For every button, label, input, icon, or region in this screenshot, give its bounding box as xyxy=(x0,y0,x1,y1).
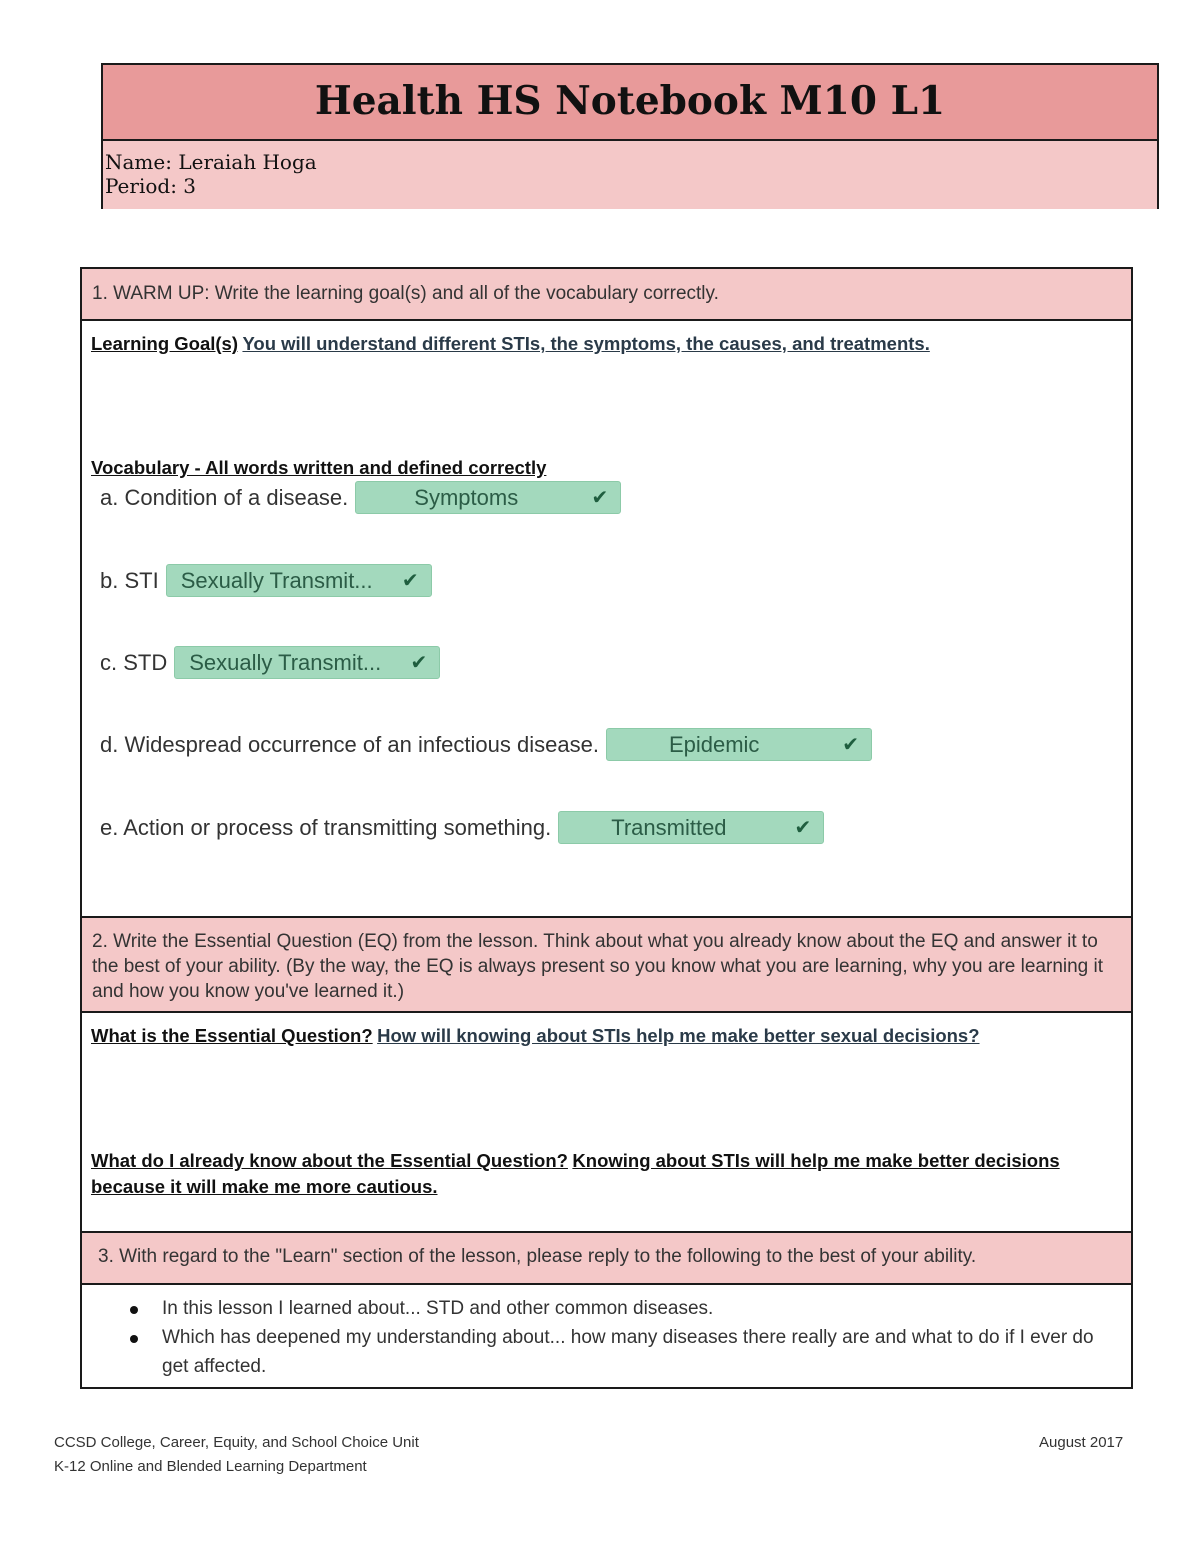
student-info xyxy=(103,141,1157,209)
notebook-table xyxy=(80,267,1133,1389)
vocab-answer: Symptoms xyxy=(414,484,519,510)
list-item: In this lesson I learned about... STD and other common diseases. xyxy=(82,1294,1131,1323)
vocab-answer-dropdown[interactable] xyxy=(355,481,621,514)
footer-line-1: CCSD College, Career, Equity, and School Choice Unit xyxy=(54,1434,419,1451)
vocab-prompt: d. Widespread occurrence of an infectious disease. xyxy=(100,731,599,757)
eq-answer: How will knowing about STIs help me make better sexual decisions? xyxy=(377,1025,980,1046)
check-icon: ✔ xyxy=(591,487,609,509)
warmup-prompt: 1. WARM UP: Write the learning goal(s) and all of the vocabulary correctly. xyxy=(92,283,719,304)
know-answer: Knowing about STIs will help me make better decisions because it will make me more cautious. xyxy=(91,1150,1060,1197)
vocab-answer-dropdown[interactable] xyxy=(166,564,432,597)
student-name: Name: Leraiah Hoga xyxy=(105,150,317,174)
prior-knowledge xyxy=(91,1149,1121,1201)
eq-body xyxy=(82,1013,1131,1233)
vocab-prompt: a. Condition of a disease. xyxy=(100,484,349,510)
check-icon: ✔ xyxy=(401,570,419,592)
vocabulary-label: Vocabulary - All words written and defined correctly xyxy=(91,457,547,478)
bullet-icon xyxy=(130,1306,138,1314)
check-icon: ✔ xyxy=(410,652,428,674)
vocab-item-a xyxy=(100,481,621,514)
footer-line-2: K-12 Online and Blended Learning Department xyxy=(54,1458,367,1475)
learning-goal-label: Learning Goal(s) xyxy=(91,333,238,354)
vocab-item-e xyxy=(100,811,824,844)
vocab-prompt: e. Action or process of transmitting something. xyxy=(100,814,552,840)
student-period: Period: 3 xyxy=(105,174,197,198)
eq-label: What is the Essential Question? xyxy=(91,1025,373,1046)
vocab-answer-dropdown[interactable] xyxy=(558,811,824,844)
page-title: Health HS Notebook M10 L1 xyxy=(103,65,1157,141)
learn-bullet-list xyxy=(82,1294,1131,1381)
vocab-answer-dropdown[interactable] xyxy=(606,728,872,761)
learn-prompt-row xyxy=(82,1233,1131,1285)
vocab-answer-dropdown[interactable] xyxy=(174,646,440,679)
warmup-prompt-row xyxy=(82,269,1131,321)
eq-prompt: 2. Write the Essential Question (EQ) from the lesson. Think about what you already know about the EQ and answer it to the best of your ability. (By the way, the EQ is always present so you know what you are learning, why you are learning it and how you know you've learned it.) xyxy=(92,931,1104,1002)
notebook-header xyxy=(101,63,1159,209)
learn-prompt: 3. With regard to the "Learn" section of the lesson, please reply to the following to the best of your ability. xyxy=(98,1246,977,1267)
learning-goal xyxy=(91,333,930,355)
learning-goal-answer: You will understand different STIs, the symptoms, the causes, and treatments. xyxy=(242,333,930,354)
eq-prompt-row xyxy=(82,918,1131,1013)
vocab-prompt: b. STI xyxy=(100,567,159,593)
vocab-prompt: c. STD xyxy=(100,649,168,675)
footer-date: August 2017 xyxy=(1039,1434,1124,1451)
know-label: What do I already know about the Essential Question? xyxy=(91,1150,568,1171)
essential-question xyxy=(91,1025,1121,1047)
check-icon: ✔ xyxy=(842,734,859,756)
vocab-item-c xyxy=(100,646,440,679)
vocab-answer: Transmitted xyxy=(611,814,727,840)
vocab-answer: Epidemic xyxy=(668,731,760,757)
list-item: Which has deepened my understanding about... how many diseases there really are and what to do if I ever do get affected. xyxy=(82,1323,1131,1381)
bullet-icon xyxy=(130,1335,138,1343)
warmup-body xyxy=(82,321,1131,918)
vocab-item-b xyxy=(100,564,432,597)
learn-body xyxy=(82,1285,1131,1389)
check-icon: ✔ xyxy=(794,817,812,839)
vocab-item-d xyxy=(100,728,872,761)
vocab-answer: Sexually Transmit... xyxy=(180,567,373,593)
vocab-answer: Sexually Transmit... xyxy=(189,649,382,675)
